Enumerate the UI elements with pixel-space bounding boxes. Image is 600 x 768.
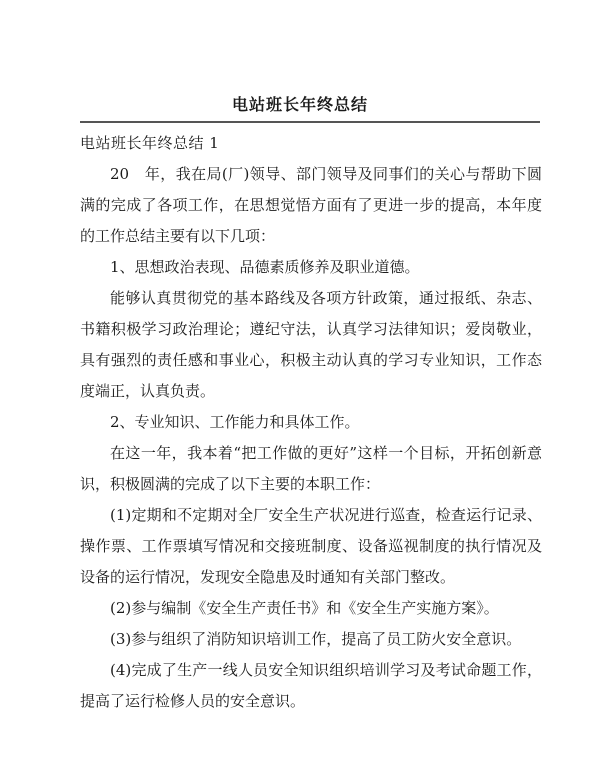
document-body bbox=[80, 128, 542, 717]
list-item-fire-training: (3)参与组织了消防知识培训工作，提高了员工防火安全意识。 bbox=[110, 630, 522, 648]
list-item-inspection: (1)定期和不定期对全厂安全生产状况进行巡查，检查运行记录、操作票、工作票填写情况和交接班制度、设备巡视制度的执行情况及设备的运行情况，发现安全隐患及时通知有关部门整改。 bbox=[80, 506, 542, 586]
heading-professional-work: 2、专业知识、工作能力和具体工作。 bbox=[110, 413, 360, 431]
heading-political-performance: 1、思想政治表现、品德素质修养及职业道德。 bbox=[110, 258, 420, 276]
section-subtitle: 电站班长年终总结 1 bbox=[80, 134, 220, 152]
paragraph-intro: 20 年，我在局(厂)领导、部门领导及同事们的关心与帮助下圆满的完成了各项工作，在思想觉悟方面有了更进一步的提高，本年度的工作总结主要有以下几项： bbox=[80, 165, 542, 245]
list-item-safety-exam: (4)完成了生产一线人员安全知识组织培训学习及考试命题工作，提高了运行检修人员的安全意识。 bbox=[80, 661, 542, 710]
title-divider bbox=[80, 121, 540, 123]
list-item-safety-documents: (2)参与编制《安全生产责任书》和《安全生产实施方案》。 bbox=[110, 599, 499, 617]
document-title: 电站班长年终总结 bbox=[231, 95, 368, 114]
paragraph-work-goal: 在这一年，我本着“把工作做的更好”这样一个目标，开拓创新意识，积极圆满的完成了以下主要的本职工作： bbox=[80, 444, 542, 493]
paragraph-political-performance: 能够认真贯彻党的基本路线及各项方针政策，通过报纸、杂志、书籍积极学习政治理论；遵纪守法，认真学习法律知识；爱岗敬业，具有强烈的责任感和事业心，积极主动认真的学习专业知识，工作态度端正，认真负责。 bbox=[80, 289, 542, 400]
